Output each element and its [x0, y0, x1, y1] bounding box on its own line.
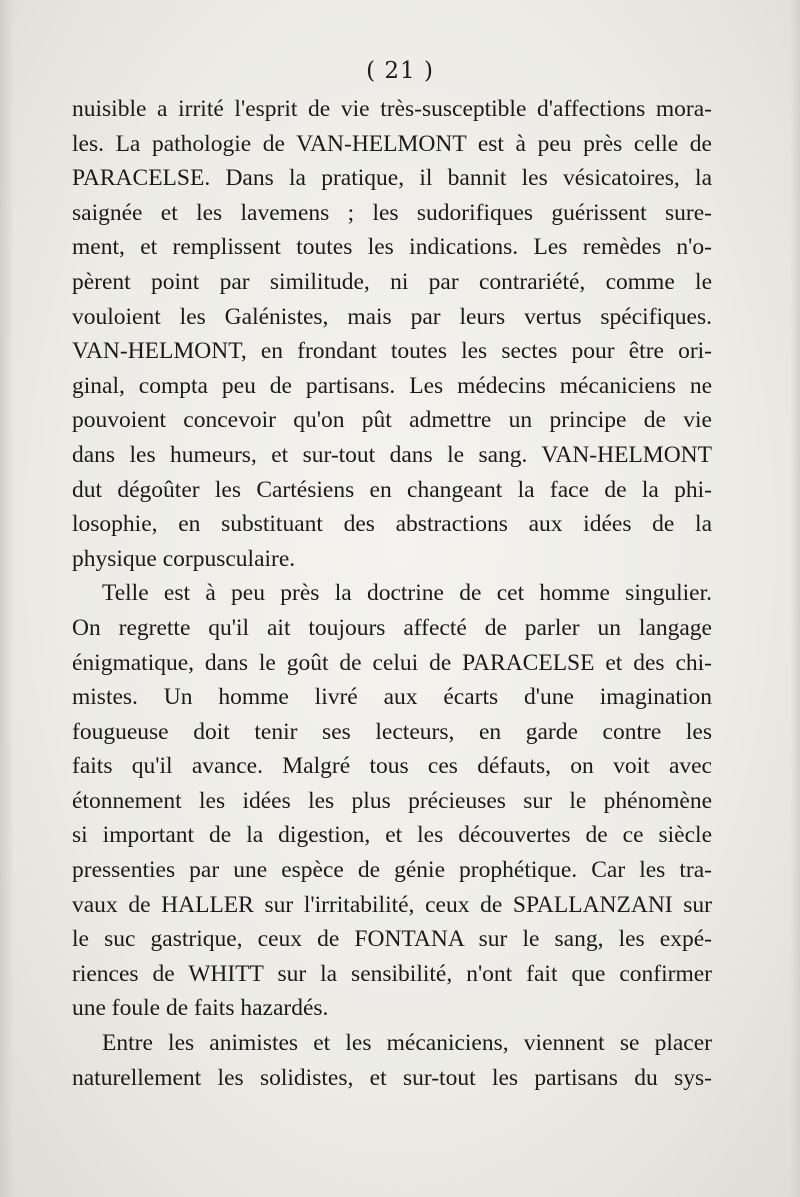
text-line: pouvoient concevoir qu'on pût admettre un principe de vie	[72, 407, 712, 434]
text-line: PARACELSE. Dans la pratique, il bannit les vésicatoires, la	[72, 165, 712, 192]
text-line: Entre les animistes et les mécaniciens, viennent se placer	[102, 1030, 712, 1057]
text-line: riences de WHITT sur la sensibilité, n'ont fait que confirmer	[72, 960, 712, 987]
text-line: ginal, compta peu de partisans. Les médecins mécaniciens ne	[72, 372, 712, 399]
text-line: une foule de faits hazardés.	[72, 995, 329, 1022]
text-line: énigmatique, dans le goût de celui de PARACELSE et des chi-	[72, 649, 712, 676]
page-number: ( 21 )	[366, 58, 434, 84]
text-line: saignée et les lavemens ; les sudorifiques guérissent sure-	[72, 199, 712, 226]
text-line: losophie, en substituant des abstractions aux idées de la	[72, 511, 712, 538]
text-line: les. La pathologie de VAN-HELMONT est à peu près celle de	[72, 130, 712, 157]
text-line: vouloient les Galénistes, mais par leurs vertus spécifiques.	[72, 303, 712, 330]
text-line: fougueuse doit tenir ses lecteurs, en garde contre les	[72, 718, 712, 745]
text-line: dut dégoûter les Cartésiens en changeant la face de la phi-	[72, 476, 712, 503]
text-line: si important de la digestion, et les découvertes de ce siècle	[72, 822, 712, 849]
text-line: ment, et remplissent toutes les indications. Les remèdes n'o-	[72, 234, 712, 261]
text-line: mistes. Un homme livré aux écarts d'une imagination	[72, 684, 712, 711]
text-line: dans les humeurs, et sur-tout dans le sang. VAN-HELMONT	[72, 441, 712, 468]
text-line: physique corpusculaire.	[72, 545, 296, 572]
body-text	[72, 92, 712, 1095]
text-line: nuisible a irrité l'esprit de vie très-susceptible d'affections mora-	[72, 96, 712, 122]
text-line: Telle est à peu près la doctrine de cet homme singulier.	[102, 580, 712, 607]
page-edge-left	[0, 0, 14, 1197]
text-line: faits qu'il avance. Malgré tous ces défauts, on voit avec	[72, 753, 712, 780]
text-line: VAN-HELMONT, en frondant toutes les sectes pour être ori-	[72, 338, 712, 365]
text-line: pressenties par une espèce de génie prophétique. Car les tra-	[72, 857, 712, 884]
text-line: étonnement les idées les plus précieuses sur le phénomène	[72, 787, 712, 814]
text-line: naturellement les solidistes, et sur-tout les partisans du sys-	[72, 1064, 712, 1091]
text-line: vaux de HALLER sur l'irritabilité, ceux de SPALLANZANI sur	[72, 891, 712, 918]
page-edge-right	[790, 0, 800, 1197]
text-line: le suc gastrique, ceux de FONTANA sur le sang, les expé-	[72, 926, 712, 953]
text-line: pèrent point par similitude, ni par contrariété, comme le	[72, 268, 712, 295]
text-line: On regrette qu'il ait toujours affecté de parler un langage	[72, 614, 712, 641]
